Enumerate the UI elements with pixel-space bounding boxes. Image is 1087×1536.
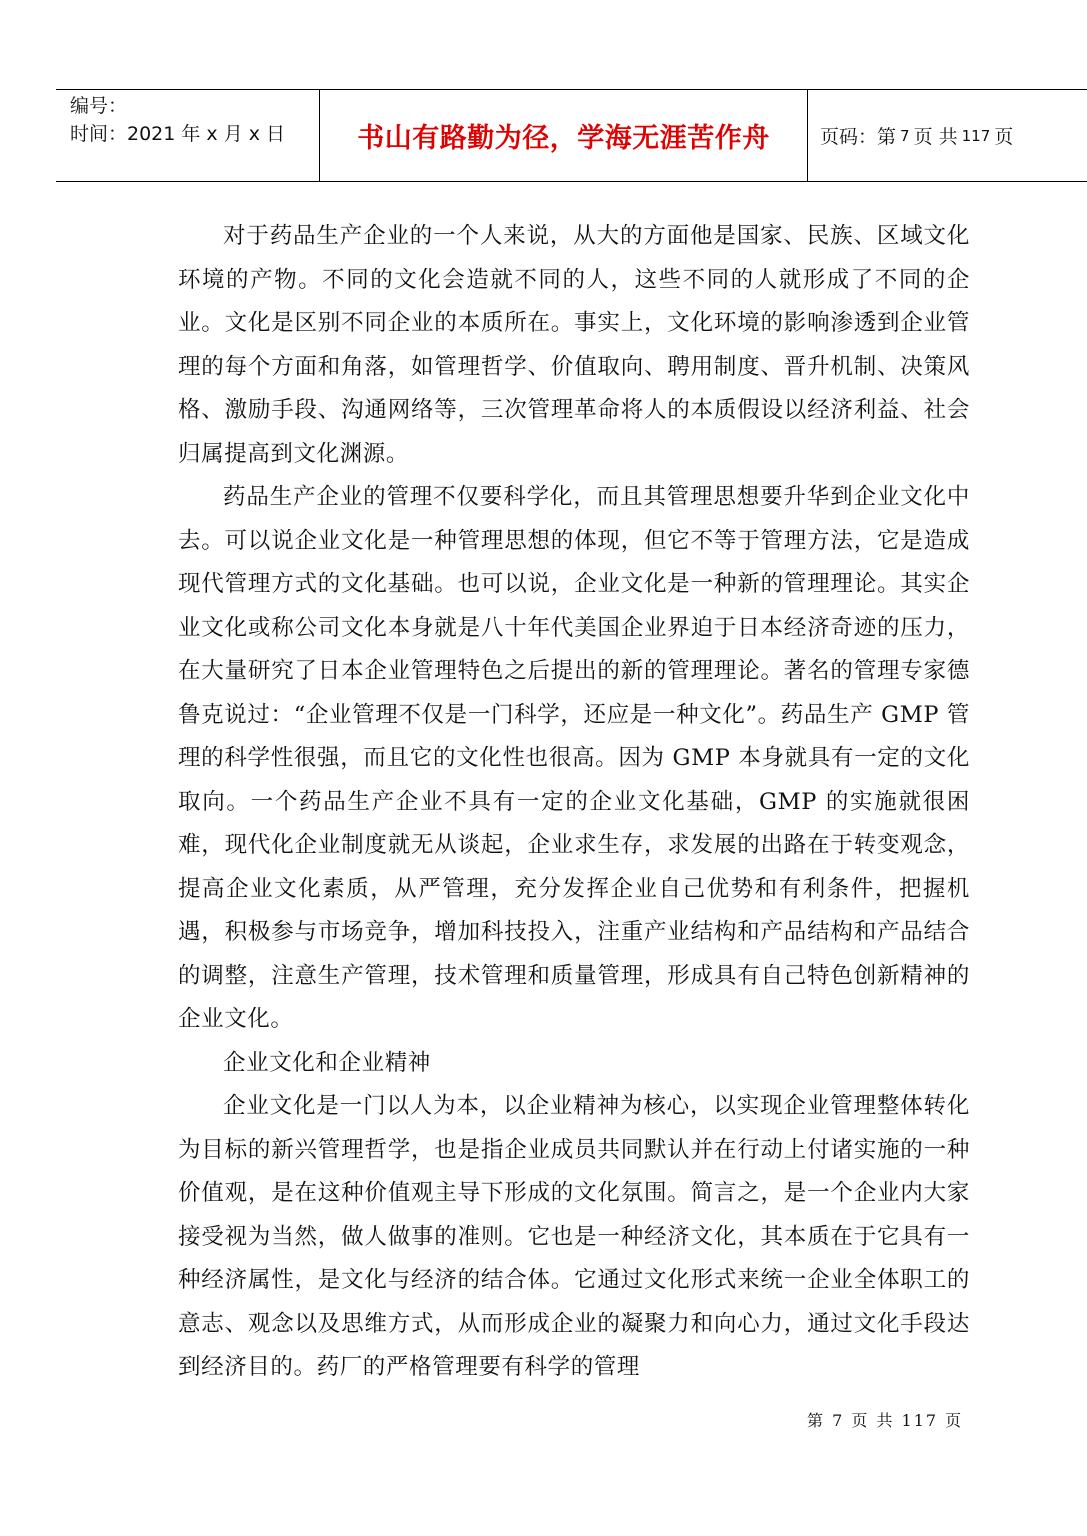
paragraph: 药品生产企业的管理不仅要科学化，而且其管理思想要升华到企业文化中去。可以说企业文化是一种管理思想的体现，但它不等于管理方法，它是造成现代管理方式的文化基础。也可以说，企业文化是一种新的管理理论。其实企业文化或称公司文化本身就是八十年代美国企业界迫于日本经济奇迹的压力，在大量研究了日本企业管理特色之后提出的新的管理理论。著名的管理专家德鲁克说过：“企业管理不仅是一门科学，还应是一种文化”。药品生产 GMP 管理的科学性很强，而且它的文化性也很高。因为 GMP 本身就具有一定的文化取向。一个药品生产企业不具有一定的企业文化基础，GMP 的实施就很困难，现代化企业制度就无从谈起，企业求生存，求发展的出路在于转变观念，提高企业文化素质，从严管理，充分发挥企业自己优势和有利条件，把握机遇，积极参与市场竞争，增加科技投入，注重产业结构和产品结构和产品结合的调整，注意生产管理，技术管理和质量管理，形成具有自己特色创新精神的企业文化。 — [178, 484, 970, 1032]
header-page-number — [820, 90, 1080, 181]
header-divider — [807, 90, 808, 181]
paragraph: 对于药品生产企业的一个人来说，从大的方面他是国家、民族、区域文化环境的产物。不同的文化会造就不同的人，这些不同的人就形成了不同的企业。文化是区别不同企业的本质所在。事实上，文化环境的影响渗透到企业管理的每个方面和角落，如管理哲学、价值取向、聘用制度、晋升机制、决策风格、激励手段、沟通网络等，三次管理革命将人的本质假设以经济利益、社会归属提高到文化渊源。 — [178, 223, 970, 467]
paragraph: 企业文化是一门以人为本，以企业精神为核心，以实现企业管理整体转化为目标的新兴管理哲学，也是指企业成员共同默认并在行动上付诸实施的一种价值观，是在这种价值观主导下形成的文化氛围。简言之，是一个企业内大家接受视为当然，做人做事的准则。它也是一种经济文化，其本质在于它具有一种经济属性，是文化与经济的结合体。它通过文化形式来统一企业全体职工的意志、观念以及思维方式，从而形成企业的凝聚力和向心力，通过文化手段达到经济目的。药厂的严格管理要有科学的管理 — [178, 1093, 970, 1380]
section-heading: 企业文化和企业精神 — [223, 1049, 431, 1076]
date-label: 时间：2021 年 x 月 x 日 — [70, 123, 286, 145]
page-header — [56, 89, 1087, 182]
page-footer: 第 7 页 共 117 页 — [807, 1411, 964, 1430]
page-mid: 页 共 — [913, 126, 958, 148]
document-body — [178, 215, 970, 1390]
page-total: 117 — [961, 126, 991, 145]
page-current: 7 — [900, 126, 910, 145]
header-motto: 书山有路勤为径，学海无涯苦作舟 — [357, 123, 770, 154]
serial-number-label: 编号： — [70, 95, 128, 117]
header-meta — [70, 92, 318, 180]
page-prefix: 页码：第 — [820, 126, 897, 148]
page-suffix: 页 — [994, 126, 1014, 148]
